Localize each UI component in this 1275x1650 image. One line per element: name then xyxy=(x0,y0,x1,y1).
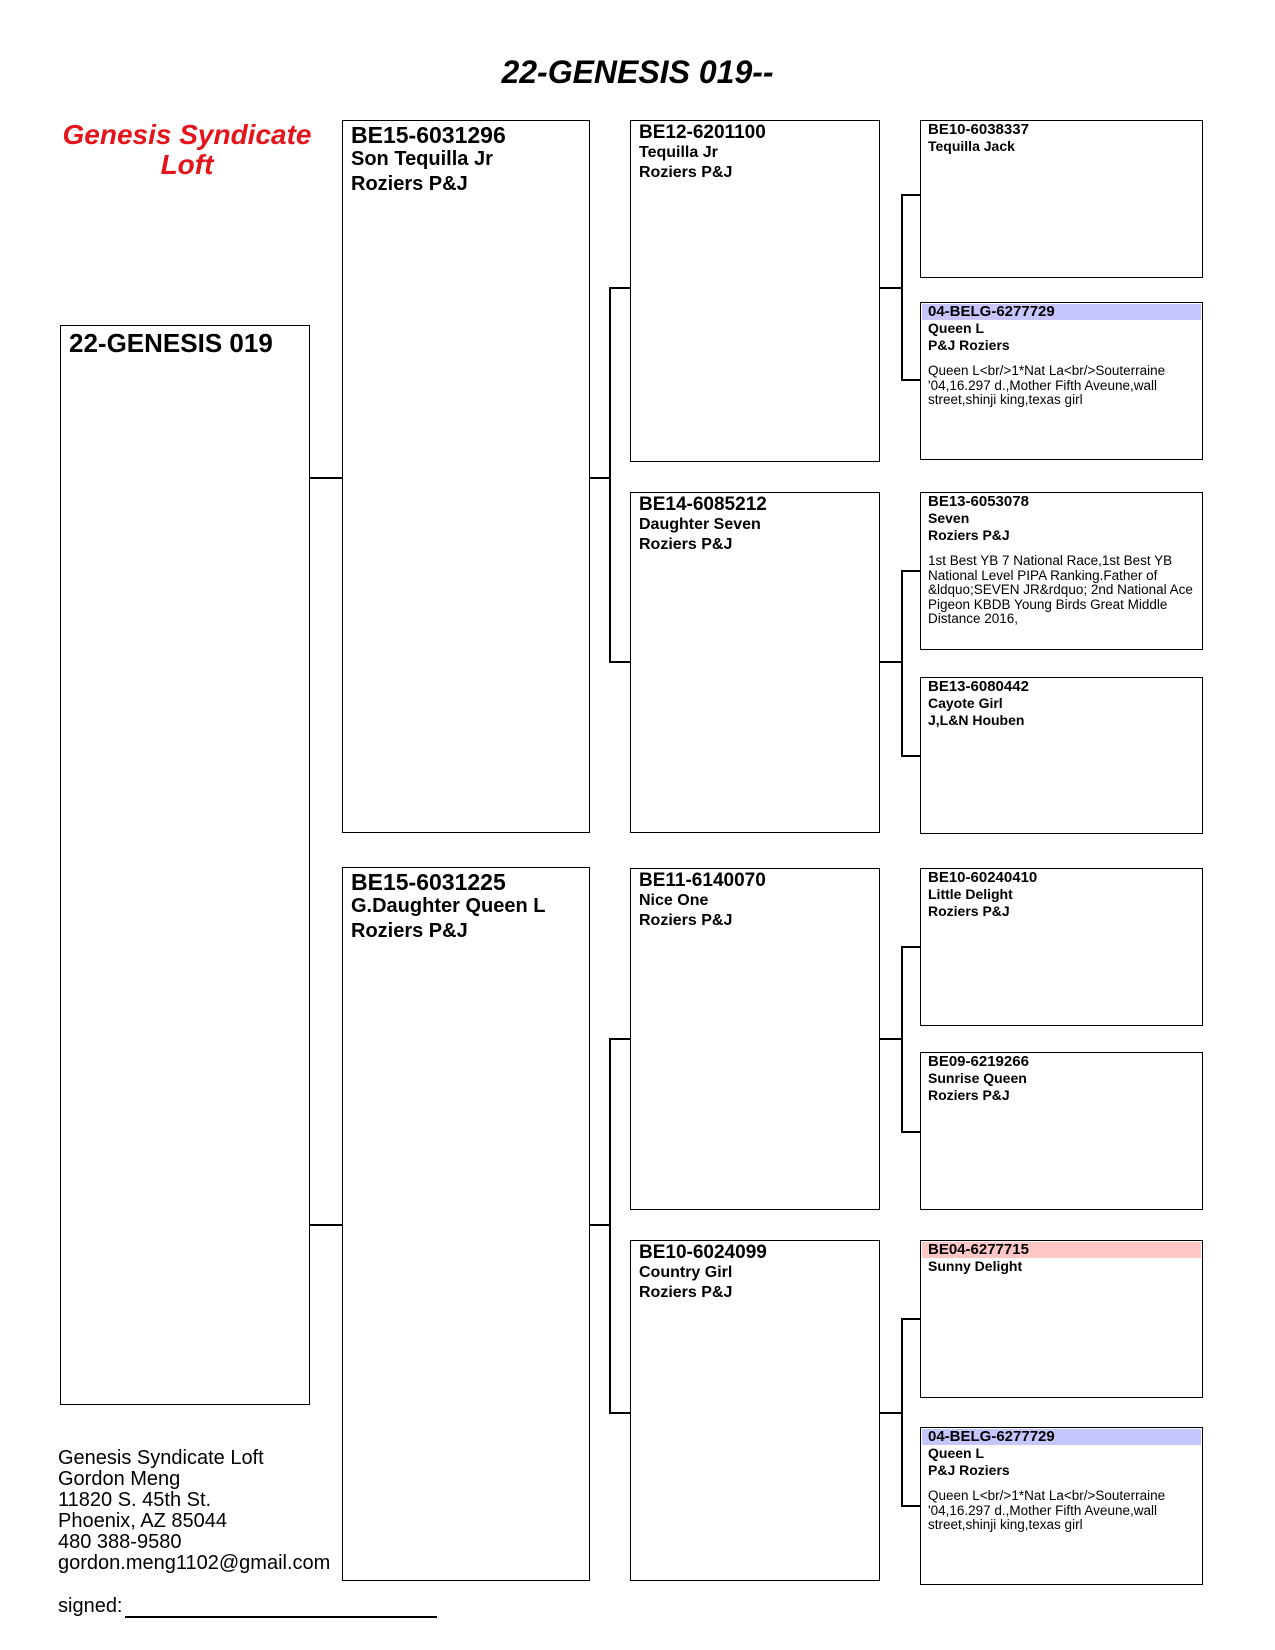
connector-line xyxy=(880,1412,902,1414)
sire-dam-box xyxy=(630,492,880,833)
owner-name: Gordon Meng xyxy=(58,1468,181,1490)
connector-line xyxy=(901,946,920,948)
connector-line xyxy=(901,570,903,756)
ddd-description: Queen L<br/>1*Nat La<br/>Souterraine '04,16.297 d.,Mother Fifth Aveune,wall street,shinji king,texas girl xyxy=(928,1488,1166,1532)
sss-box xyxy=(920,120,1203,278)
connector-line xyxy=(609,1038,611,1413)
sdd-name: Cayote Girl xyxy=(928,695,1003,711)
dsd-box xyxy=(920,1052,1203,1210)
loft-name: Genesis Syndicate Loft xyxy=(62,119,312,180)
dam-sire-box xyxy=(630,868,880,1210)
connector-line xyxy=(901,1318,903,1506)
sss-id: BE10-6038337 xyxy=(928,121,1029,138)
dam-sire-name: Nice One xyxy=(639,892,709,909)
sds-box xyxy=(920,492,1203,650)
dss-breeder: Roziers P&J xyxy=(928,903,1010,919)
dss-box xyxy=(920,868,1203,1026)
owner-phone: 480 388-9580 xyxy=(58,1531,182,1553)
connector-line xyxy=(901,379,920,381)
subject-id: 22-GENESIS 019 xyxy=(69,328,273,358)
ssd-breeder: P&J Roziers xyxy=(928,337,1010,353)
sire-dam-name: Daughter Seven xyxy=(639,516,761,533)
dss-id: BE10-60240410 xyxy=(928,869,1038,886)
connector-line xyxy=(901,1131,920,1133)
dam-dam-box xyxy=(630,1240,880,1581)
ssd-name: Queen L xyxy=(928,320,985,336)
connector-line xyxy=(590,477,610,479)
sire-sire-name: Tequilla Jr xyxy=(639,144,718,161)
dam-sire-id: BE11-6140070 xyxy=(639,870,766,891)
owner-street: 11820 S. 45th St. xyxy=(58,1489,212,1511)
sire-dam-id: BE14-6085212 xyxy=(639,494,767,515)
sire-sire-id: BE12-6201100 xyxy=(639,122,766,143)
sds-description: 1st Best YB 7 National Race,1st Best YB National Level PIPA Ranking.Father of &ldquo;SEVEN JR&rdquo; 2nd National Ace Pigeon KBDB Young Birds Great Middle Distance 2016, xyxy=(928,553,1193,626)
owner-info xyxy=(58,1448,330,1574)
owner-email: gordon.meng1102@gmail.com xyxy=(58,1552,331,1574)
connector-line xyxy=(590,1224,610,1226)
dam-name: G.Daughter Queen L xyxy=(351,895,546,917)
connector-line xyxy=(901,946,903,1132)
sire-breeder: Roziers P&J xyxy=(351,173,468,195)
dam-sire-breeder: Roziers P&J xyxy=(639,912,733,929)
ddd-id: 04-BELG-6277729 xyxy=(922,1429,1201,1445)
owner-loft: Genesis Syndicate Loft xyxy=(58,1447,264,1469)
dss-name: Little Delight xyxy=(928,886,1013,902)
ssd-id: 04-BELG-6277729 xyxy=(922,304,1201,320)
sire-name: Son Tequilla Jr xyxy=(351,148,493,170)
connector-line xyxy=(880,661,902,663)
sdd-box xyxy=(920,677,1203,834)
sire-dam-breeder: Roziers P&J xyxy=(639,536,733,553)
signature-line[interactable] xyxy=(125,1598,437,1618)
page-title: 22-GENESIS 019-- xyxy=(501,54,774,90)
connector-line xyxy=(901,1318,920,1320)
dsd-breeder: Roziers P&J xyxy=(928,1087,1010,1103)
ddd-breeder: P&J Roziers xyxy=(928,1462,1010,1478)
connector-line xyxy=(609,287,611,662)
dds-box xyxy=(920,1240,1203,1398)
sds-name: Seven xyxy=(928,510,970,526)
dsd-name: Sunrise Queen xyxy=(928,1070,1027,1086)
sds-id: BE13-6053078 xyxy=(928,493,1029,510)
dam-dam-id: BE10-6024099 xyxy=(639,1242,767,1263)
connector-line xyxy=(880,287,902,289)
sire-sire-breeder: Roziers P&J xyxy=(639,164,733,181)
connector-line xyxy=(901,1505,920,1507)
signature-area xyxy=(58,1595,437,1618)
sire-id: BE15-6031296 xyxy=(351,122,506,148)
dds-id: BE04-6277715 xyxy=(922,1242,1201,1258)
dam-dam-name: Country Girl xyxy=(639,1264,733,1281)
dam-id: BE15-6031225 xyxy=(351,869,506,895)
sss-name: Tequilla Jack xyxy=(928,138,1015,154)
connector-line xyxy=(609,661,630,663)
dam-breeder: Roziers P&J xyxy=(351,920,468,942)
ddd-box xyxy=(920,1427,1203,1585)
connector-line xyxy=(310,477,342,479)
connector-line xyxy=(310,1224,342,1226)
connector-line xyxy=(880,1038,902,1040)
ssd-description: Queen L<br/>1*Nat La<br/>Souterraine '04,16.297 d.,Mother Fifth Aveune,wall street,shinji king,texas girl xyxy=(928,363,1166,407)
sdd-breeder: J,L&N Houben xyxy=(928,712,1025,728)
signed-label: signed: xyxy=(58,1595,123,1617)
sds-breeder: Roziers P&J xyxy=(928,527,1010,543)
connector-line xyxy=(901,570,920,572)
connector-line xyxy=(901,194,920,196)
dds-name: Sunny Delight xyxy=(928,1258,1023,1274)
connector-line xyxy=(901,755,920,757)
sdd-id: BE13-6080442 xyxy=(928,678,1029,695)
connector-line xyxy=(901,194,903,380)
connector-line xyxy=(609,1038,630,1040)
owner-city: Phoenix, AZ 85044 xyxy=(58,1510,228,1532)
dsd-id: BE09-6219266 xyxy=(928,1053,1029,1070)
ddd-name: Queen L xyxy=(928,1445,985,1461)
connector-line xyxy=(609,1412,630,1414)
subject-box xyxy=(60,325,310,1405)
sire-sire-box xyxy=(630,120,880,462)
connector-line xyxy=(609,287,630,289)
dam-box xyxy=(342,867,590,1581)
dam-dam-breeder: Roziers P&J xyxy=(639,1284,733,1301)
ssd-box xyxy=(920,302,1203,460)
sire-box xyxy=(342,120,590,833)
